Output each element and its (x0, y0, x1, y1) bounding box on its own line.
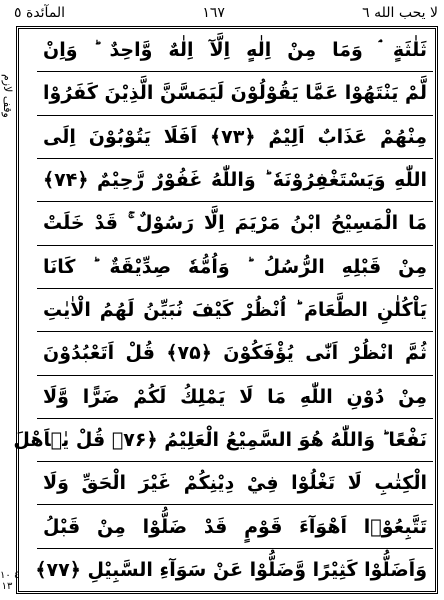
surah-name: المآئدة ٥ (14, 5, 66, 21)
line-text: ثُمَّ انْظُرْ اَنّٰى يُؤْفَكُوْنَ ﴿۷۵﴾ قُلْ اَتَعْبُدُوْنَ (43, 342, 427, 365)
text-line (37, 376, 433, 419)
line-text: لَّمْ يَنْتَهُوْا عَمَّا يَقُوْلُوْنَ لَيَمَسَّنَّ الَّذِيْنَ كَفَرُوْا (43, 82, 427, 105)
juz-name: لا يحب الله ٦ (362, 5, 438, 21)
text-line (37, 246, 433, 289)
page-number: ١٦٧ (202, 5, 225, 21)
text-line (37, 505, 433, 548)
text-line (37, 202, 433, 245)
text-line (37, 159, 433, 202)
text-frame (13, 26, 438, 594)
verse-lines (13, 29, 433, 591)
text-line (13, 419, 433, 462)
page-header (14, 0, 438, 26)
line-text: مِنْ قَبْلِهِ الرُّسُلُ ؕ وَاُمُّهٗ صِدِّيْقَةٌ ؕ كَانَا (43, 255, 427, 278)
text-line (37, 116, 433, 159)
line-text: اللّٰهِ وَيَسْتَغْفِرُوْنَهٗ ؕ وَاللّٰهُ غَفُوْرٌ رَّحِيْمٌ ﴿۷۴﴾ (43, 169, 427, 192)
text-line (37, 332, 433, 375)
ruku-marker: ٤ ١٠ ١٣ (0, 570, 20, 592)
text-line (37, 289, 433, 332)
text-line (37, 72, 433, 115)
text-line (37, 549, 433, 591)
line-text: الْكِتٰبِ لَا تَغْلُوْا فِيْ دِيْنِكُمْ غَيْرَ الْحَقِّ وَلَا (43, 472, 427, 495)
line-text: مِنْهُمْ عَذَابٌ اَلِيْمٌ ﴿۷۳﴾ اَفَلَا يَتُوْبُوْنَ اِلَى (43, 125, 427, 148)
text-line (37, 462, 433, 505)
line-text: ثَلٰثَةٍ ۘ وَمَا مِنْ اِلٰهٍ اِلَّآ اِلٰهٌ وَّاحِدٌ ؕ وَاِنْ (43, 39, 427, 62)
waqf-side-note: وقف لازم (1, 74, 14, 118)
line-text: وَاَضَلُّوْا كَثِيْرًا وَّضَلُّوْا عَنْ سَوَآءِ السَّبِيْلِ ﴿۷۷﴾ (35, 558, 427, 581)
line-text: نَفْعًا ؕ وَاللّٰهُ هُوَ السَّمِيْعُ الْعَلِيْمُ ﴿۷۶﴾ قُلْ يٰۤاَهْلَ (13, 428, 427, 451)
line-text: مَا الْمَسِيْحُ ابْنُ مَرْيَمَ اِلَّا رَسُوْلٌ ۚ قَدْ خَلَتْ (43, 212, 427, 235)
line-text: يَاْكُلٰنِ الطَّعَامَ ؕ اُنْظُرْ كَيْفَ نُبَيِّنُ لَهُمُ الْاٰيٰتِ (43, 299, 427, 322)
line-text: مِنْ دُوْنِ اللّٰهِ مَا لَا يَمْلِكُ لَكُمْ ضَرًّا وَّلَا (43, 385, 427, 408)
text-line (37, 29, 433, 72)
line-text: تَتَّبِعُوْۤا اَهْوَآءَ قَوْمٍ قَدْ ضَلُّوْا مِنْ قَبْلُ (43, 515, 427, 538)
